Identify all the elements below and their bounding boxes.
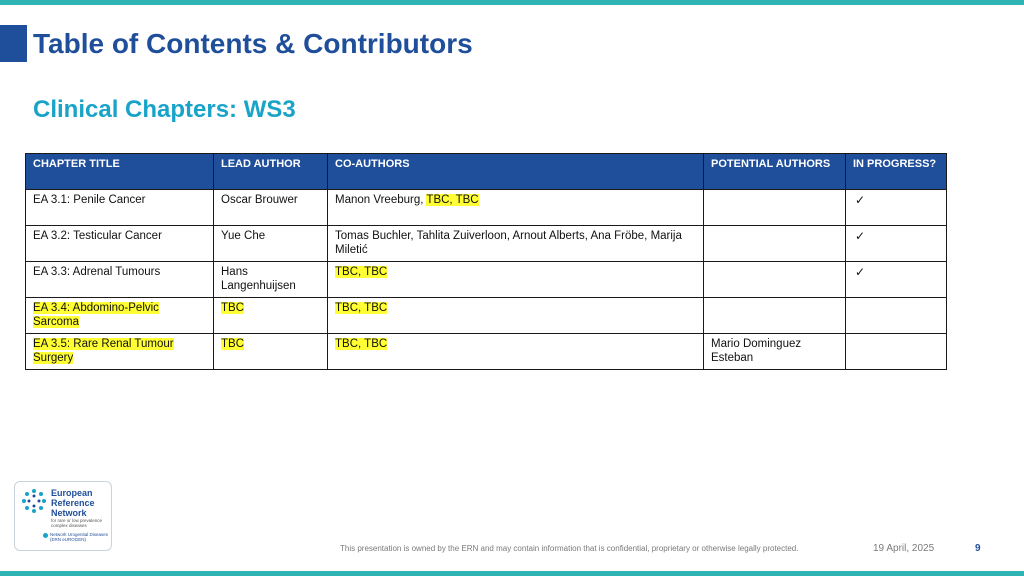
check-icon: ✓ [855, 265, 866, 279]
lead-cell [214, 190, 328, 226]
chapter-title: EA 3.2: Testicular Cancer [33, 230, 162, 242]
contributors-table [25, 153, 947, 370]
table-header-row [26, 154, 947, 190]
potential-cell [704, 298, 846, 334]
footer-disclaimer: This presentation is owned by the ERN and may contain information that is confidential, proprietary or otherwise legally protected. [340, 544, 799, 553]
page-subtitle: Clinical Chapters: WS3 [33, 96, 296, 123]
header-potential-authors: POTENTIAL AUTHORS [704, 154, 846, 190]
header-co-authors: CO-AUTHORS [328, 154, 704, 190]
table-row [26, 334, 947, 370]
co-authors-highlight: TBC, TBC [426, 194, 479, 206]
potential-cell [704, 226, 846, 262]
table-row [26, 226, 947, 262]
coauthors-cell [328, 190, 704, 226]
lead-author: TBC [221, 302, 244, 314]
lead-author: Yue Che [221, 230, 266, 242]
coauthors-cell [328, 334, 704, 370]
footer-date: 19 April, 2025 [873, 543, 935, 554]
bottom-accent-bar [0, 571, 1024, 576]
top-accent-bar [0, 0, 1024, 5]
check-icon: ✓ [855, 193, 866, 207]
ern-ring-icon [21, 488, 47, 514]
check-icon: ✓ [855, 229, 866, 243]
potential-cell [704, 334, 846, 370]
co-authors-text: Manon Vreeburg, [335, 194, 427, 206]
co-authors-text: Tomas Buchler, Tahlita Zuiverloon, Arnout Alberts, Ana Fröbe, Marija Miletić [335, 230, 682, 256]
lead-cell [214, 334, 328, 370]
title-accent-block [0, 25, 27, 62]
table-row [26, 298, 947, 334]
chapter-cell [26, 262, 214, 298]
header-chapter-title: CHAPTER TITLE [26, 154, 214, 190]
co-authors-highlight: TBC, TBC [335, 266, 388, 278]
chapter-title: EA 3.5: Rare Renal Tumour Surgery [33, 338, 174, 364]
lead-author: TBC [221, 338, 244, 350]
lead-author: Oscar Brouwer [221, 194, 298, 206]
lead-cell [214, 226, 328, 262]
logo-name: European Reference Network [51, 488, 95, 518]
chapter-cell [26, 226, 214, 262]
progress-cell [846, 334, 947, 370]
potential-cell [704, 262, 846, 298]
potential-authors: Mario Dominguez Esteban [711, 338, 802, 364]
logo-network: Network Urogenital Diseases (ERN eUROGEN) [50, 532, 109, 542]
page-title: Table of Contents & Contributors [33, 28, 473, 59]
chapter-cell [26, 298, 214, 334]
progress-cell [846, 262, 947, 298]
logo-tagline: for rare or low prevalence complex diseases [51, 518, 103, 528]
table-row [26, 262, 947, 298]
header-lead-author: LEAD AUTHOR [214, 154, 328, 190]
progress-cell [846, 226, 947, 262]
lead-cell [214, 262, 328, 298]
header-in-progress: IN PROGRESS? [846, 154, 947, 190]
table-row [26, 190, 947, 226]
lead-author: Hans Langenhuijsen [221, 266, 296, 292]
co-authors-highlight: TBC, TBC [335, 302, 388, 314]
chapter-title: EA 3.4: Abdomino-Pelvic Sarcoma [33, 302, 159, 328]
chapter-title: EA 3.1: Penile Cancer [33, 194, 146, 206]
potential-cell [704, 190, 846, 226]
ern-logo [14, 481, 112, 551]
chapter-cell [26, 334, 214, 370]
progress-cell [846, 298, 947, 334]
chapter-title: EA 3.3: Adrenal Tumours [33, 266, 161, 278]
chapter-cell [26, 190, 214, 226]
co-authors-highlight: TBC, TBC [335, 338, 388, 350]
coauthors-cell [328, 298, 704, 334]
progress-cell [846, 190, 947, 226]
page-number: 9 [975, 543, 981, 554]
coauthors-cell [328, 226, 704, 262]
coauthors-cell [328, 262, 704, 298]
lead-cell [214, 298, 328, 334]
